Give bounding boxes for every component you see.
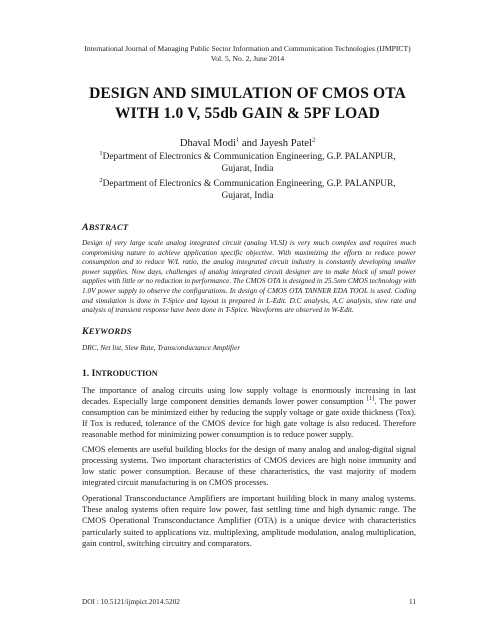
keywords-text: DRC, Net list, Slew Rate, Transconductance Amplifier — [82, 343, 241, 352]
author-list — [0, 137, 495, 150]
paper-title — [40, 84, 455, 124]
journal-volume: Vol. 5, No. 2, June 2014 — [210, 54, 285, 63]
title-line-1: DESIGN AND SIMULATION OF CMOS OTA — [89, 85, 406, 102]
title-line-2: WITH 1.0 V, 55db GAIN & 5PF LOAD — [114, 105, 381, 122]
journal-header — [0, 44, 495, 64]
affiliation-2 — [60, 178, 435, 202]
abstract-text: Design of very large scale analog integrated circuit (analog VLSI) is very much complex and requires much compromising nature to achieve application specific objective. With maximizing the efforts to reduce power consumption and to reduce W/L ratio, the analog integrated circuit industry is constantly developing smaller power supplies. Now days, challenges of analog integrated circuit designer are to make block of small power supplies with little or no reduction in performance. The CMOS OTA is designed in 25.5nm CMOS technology with 1.0V power supply to observe the configurations. In design of CMOS OTA TANNER EDA TOOL is used. Coding and simulation is done in T-Spice and layout is prepared in L-Edit. D.C analysis, A.C analysis, slew rate and analysis of transient response have been done in T-Spice. Waveforms are observed in W-Edit. — [82, 238, 416, 315]
author-conjunction: and — [239, 138, 260, 149]
keywords-heading: KEYWORDS — [82, 326, 132, 337]
affiliation-department: Department of Electronics & Communication Engineering, G.P. PALANPUR, — [102, 152, 396, 162]
author-name: Jayesh Patel — [259, 138, 312, 149]
affiliation-mark: 1 — [99, 149, 103, 157]
page-number: 11 — [408, 597, 416, 606]
intro-paragraph-3: Operational Transconductance Amplifiers are important building block in many analog systems. These analog systems often require low power, fast settling time and high dynamic range. The CMOS Operational Transconductance Amplifier (OTA) is a unique device with characteristics particularly suited to applications viz. multiplexing, amplitude modulation, analog multiplication, gain control, switching circuitry and comparators. — [82, 493, 416, 548]
citation-reference: [1] — [366, 395, 375, 403]
author-affiliation-mark: 2 — [311, 136, 316, 144]
affiliation-location: Gujarat, India — [221, 191, 274, 201]
journal-name: International Journal of Managing Public Sector Information and Communication Technologies (IJMPICT) — [84, 44, 411, 53]
affiliation-1 — [60, 151, 435, 175]
intro-paragraph-1: The importance of analog circuits using low supply voltage is enormously increasing in last decades. Especially large component densities demands lower power consumption [1]. The power consumption can be minimized either by reducing the supply voltage or gate oxide thickness (Tox). If Tox is reduced, tolerance of the CMOS device for high gate voltage is also reduced. Therefore reasonable method for minimizing power consumption is to reduce power supply. — [82, 386, 416, 439]
intro-paragraph-2: CMOS elements are useful building blocks for the design of many analog and analog-digital signal processing systems. Two important characteristics of CMOS devices are high noise immunity and low static power consumption. Because of these characteristics, the vast majority of modern integrated circuit manufacturing is on CMOS processes. — [82, 445, 416, 487]
section-heading-introduction: 1. INTRODUCTION — [82, 368, 158, 379]
affiliation-department: Department of Electronics & Communication Engineering, G.P. PALANPUR, — [102, 179, 396, 189]
affiliation-location: Gujarat, India — [221, 164, 274, 174]
affiliation-mark: 2 — [99, 176, 103, 184]
abstract-heading: ABSTRACT — [82, 222, 129, 233]
author-name: Dhaval Modi — [179, 138, 237, 149]
doi-label: DOI : 10.5121/ijmpict.2014.5202 — [82, 597, 180, 606]
author-affiliation-mark: 1 — [236, 136, 240, 144]
